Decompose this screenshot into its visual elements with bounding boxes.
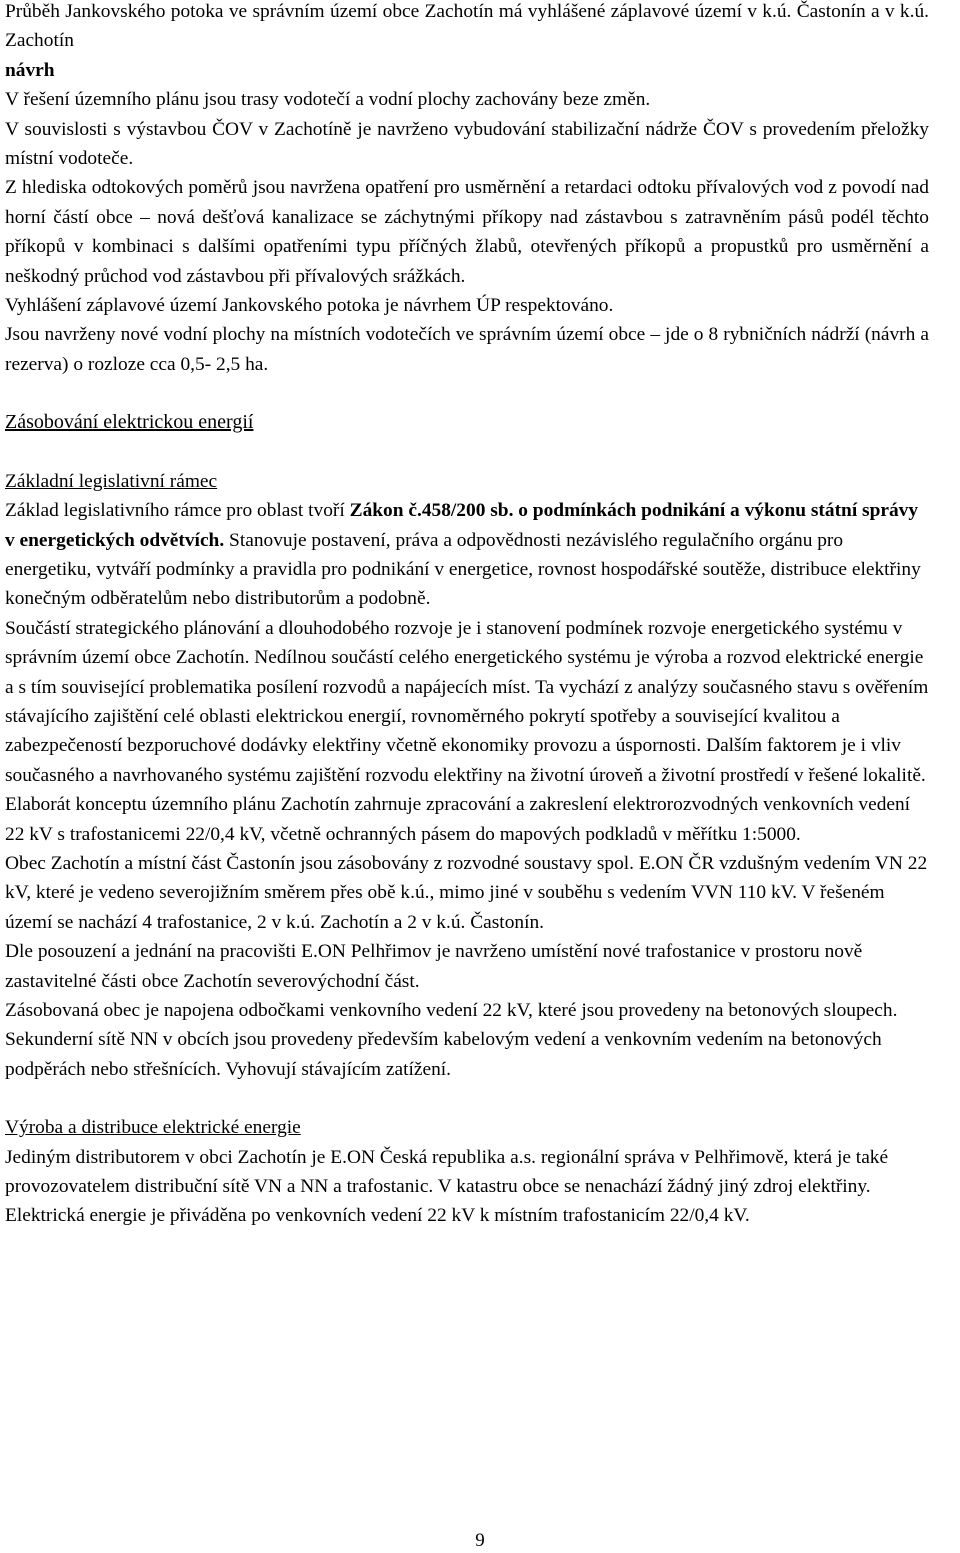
navrh-paragraph-2: V souvislosti s výstavbou ČOV v Zachotíně je navrženo vybudování stabilizační nádrže ČOV s provedením přeložky místní vodoteče. bbox=[5, 118, 929, 170]
page-number: 9 bbox=[475, 1530, 485, 1551]
lines-paragraph: Zásobovaná obec je napojena odbočkami venkovního vedení 22 kV, které jsou provedeny na betonových sloupech. Sekunderní sítě NN v obcích jsou provedeny především kabelovým vedení a venkovním vedením na betonových podpěrách nebo střešnících. Vyhovují stávajícím zatížení. bbox=[5, 1000, 898, 1080]
document-page bbox=[5, 0, 929, 1231]
distribution-paragraph: Jediným distributorem v obci Zachotín je E.ON Česká republika a.s. regionální správa v Pelhřimově, která je také provozovatelem distribuční sítě VN a NN a trafostanic. V katastru obce se nenachází žádný jiný zdroj elektřiny. Elektrická energie je přiváděna po venkovních vedení 22 kV k místním trafostanicím 22/0,4 kV. bbox=[5, 1146, 889, 1227]
legislation-law: Zákon č.458/200 sb. o podmínkách podnikání a výkonu státní správy v energetických odvětvích. bbox=[5, 500, 919, 551]
legislation-suffix: Stanovuje postavení, práva a odpovědnosti nezávislého regulačního orgánu pro energetiku, vytváří podmínky a pravidla pro podnikání v energetice, rovnost hospodářské soutěže, distribuce elektřiny konečným odběratelům nebo distributorům a podobně. bbox=[5, 529, 921, 610]
navrh-label: návrh bbox=[5, 59, 55, 81]
subheading-distribution: Výroba a distribuce elektrické energie bbox=[5, 1117, 301, 1139]
concept-paragraph: Elaborát konceptu územního plánu Zachotín zahrnuje zpracování a zakreslení elektrorozvodných venkovních vedení 22 kV s trafostanicemi 22/0,4 kV, včetně ochranných pásem do mapových podkladů v měřítku 1:5000. bbox=[5, 794, 911, 845]
legislation-prefix: Základ legislativního rámce pro oblast tvoří bbox=[5, 500, 350, 522]
section-heading-energy: Zásobování elektrickou energií bbox=[5, 411, 254, 434]
planning-paragraph: Součástí strategického plánování a dlouhodobého rozvoje je i stanovení podmínek rozvoje energetického systému v správním území obce Zachotín. Nedílnou součástí celého energetického systému je výroba a rozvod elektrické energie a s tím související problematika posílení rozvodů a napájecích míst. Ta vychází z analýzy současného stavu s ověřením stávajícího zajištění celé oblasti elektrickou energií, rovnoměrného pokrytí spotřeby a související kvalitou a zabezpečeností bezporuchové dodávky elektřiny včetně ekonomiky provozu a úspornosti. Dalším faktorem je i vliv současného a navrhovaného systému zajištění rozvodu elektřiny na životní úroveň a životní prostředí v řešené lokalitě. bbox=[5, 617, 929, 786]
navrh-paragraph-3: Z hlediska odtokových poměrů jsou navržena opatření pro usměrnění a retardaci odtoku přívalových vod z povodí nad horní částí obce – nová dešťová kanalizace se záchytnými příkopy nad zástavbou s zatravněním pásů podél těchto příkopů v kombinaci s dalšími opatřeními typu příčných žlabů, otevřených příkopů a propustků pro usměrnění a neškodný průchod vod zástavbou při přívalových srážkách. bbox=[5, 177, 929, 287]
navrh-paragraph-4: Vyhlášení záplavové území Jankovského potoka je návrhem ÚP respektováno. bbox=[5, 295, 614, 317]
navrh-paragraph-5: Jsou navrženy nové vodní plochy na místních vodotečích ve správním území obce – jde o 8 rybničních nádrží (návrh a rezerva) o rozloze cca 0,5- 2,5 ha. bbox=[5, 324, 929, 375]
intro-paragraph: Průběh Jankovského potoka ve správním území obce Zachotín má vyhlášené záplavové území v k.ú. Častonín a v k.ú. Zachotín bbox=[5, 1, 929, 52]
legislation-paragraph bbox=[5, 496, 929, 614]
subheading-legislation: Základní legislativní rámec bbox=[5, 470, 218, 492]
navrh-paragraph-1: V řešení územního plánu jsou trasy vodotečí a vodní plochy zachovány beze změn. bbox=[5, 89, 651, 111]
supply-paragraph: Obec Zachotín a místní část Častonín jsou zásobovány z rozvodné soustavy spol. E.ON ČR vzdušným vedením VN 22 kV, které je vedeno severojižním směrem přes obě k.ú., mimo jiné v souběhu s vedením VVN 110 kV. V řešeném území se nachází 4 trafostanice, 2 v k.ú. Zachotín a 2 v k.ú. Častonín. bbox=[5, 852, 928, 933]
eon-paragraph: Dle posouzení a jednání na pracovišti E.ON Pelhřimov je navrženo umístění nové trafostanice v prostoru nově zastavitelné části obce Zachotín severovýchodní část. bbox=[5, 941, 863, 992]
